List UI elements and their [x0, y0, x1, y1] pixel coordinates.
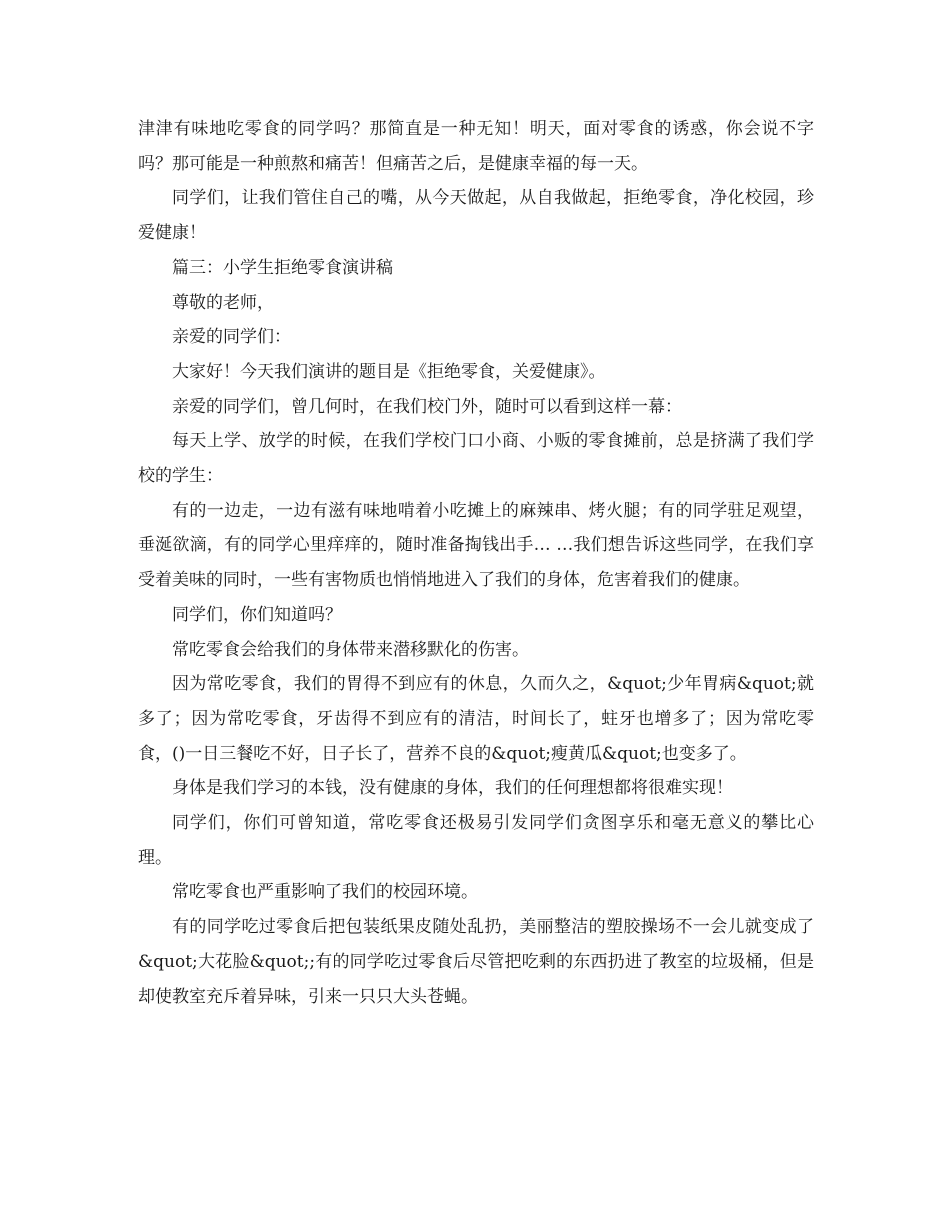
paragraph: 每天上学、放学的时候，在我们学校门口小商、小贩的零食摊前，总是挤满了我们学校的学生：: [138, 431, 814, 487]
paragraph: 因为常吃零食，我们的胃得不到应有的休息，久而久之，&quot;少年胃病&quot;就多了；因为常吃零食，牙齿得不到应有的清洁，时间长了，蛀牙也增多了；因为常吃零食，()一日三餐吃不好，日子长了，营养不良的&quot;瘦黄瓜&quot;也变多了。: [138, 674, 814, 764]
paragraph: 有的一边走，一边有滋有味地啃着小吃摊上的麻辣串、烤火腿；有的同学驻足观望，垂涎欲滴，有的同学心里痒痒的，随时准备掏钱出手… …我们想告诉这些同学，在我们享受着美味的同时，一些有害物质也悄悄地进入了我们的身体，危害着我们的健康。: [138, 500, 814, 591]
paragraph: 同学们，你们知道吗？: [172, 604, 342, 625]
paragraph: 大家好！今天我们演讲的题目是《拒绝零食，关爱健康》。: [172, 361, 606, 382]
paragraph: 同学们，让我们管住自己的嘴，从今天做起，从自我做起，拒绝零食，净化校园，珍爱健康！: [138, 188, 814, 244]
section-heading: 篇三：小学生拒绝零食演讲稿: [172, 257, 393, 278]
document-body: [138, 112, 814, 1014]
paragraph: 常吃零食也严重影响了我们的校园环境。: [172, 882, 478, 903]
paragraph: 同学们，你们可曾知道，常吃零食还极易引发同学们贪图享乐和毫无意义的攀比心理。: [138, 813, 814, 868]
paragraph: 常吃零食会给我们的身体带来潜移默化的伤害。: [172, 639, 529, 660]
salutation: 亲爱的同学们：: [172, 327, 291, 348]
paragraph: 津津有味地吃零食的同学吗？那简直是一种无知！明天，面对零食的诱惑，你会说不字吗？那可能是一种煎熬和痛苦！但痛苦之后，是健康幸福的每一天。: [138, 119, 814, 174]
paragraph: 有的同学吃过零食后把包装纸果皮随处乱扔，美丽整洁的塑胶操场不一会儿就变成了&quot;大花脸&quot;;有的同学吃过零食后尽管把吃剩的东西扔进了教室的垃圾桶，但是却使教室充斥着异味，引来一只只大头苍蝇。: [138, 917, 814, 1007]
paragraph: 亲爱的同学们，曾几何时，在我们校门外，随时可以看到这样一幕：: [172, 396, 682, 417]
paragraph: 身体是我们学习的本钱，没有健康的身体，我们的任何理想都将很难实现！: [172, 778, 733, 799]
salutation: 尊敬的老师，: [172, 292, 274, 313]
